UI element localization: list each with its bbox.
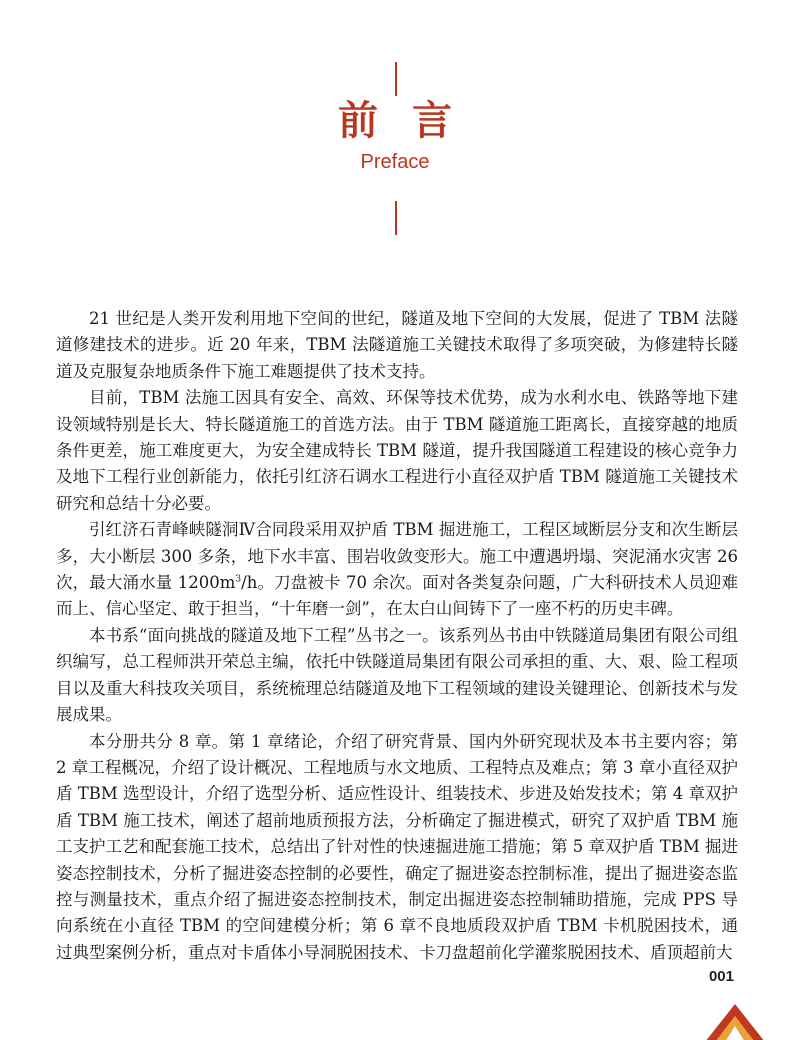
page-title: 前言 (338, 98, 486, 144)
page-subtitle: Preface (360, 151, 430, 173)
paragraph-3-part-2: /h。刀盘被卡 70 余次。面对各类复杂问题，广大科研技术人员迎难而上、信心坚定、敢于担当，“十年磨一剑”，在太白山间铸下了一座不朽的历史丰碑。 (56, 573, 738, 619)
paragraph-3-part-1: 引红济石青峰峡隧洞Ⅳ合同段采用双护盾 TBM 掘进施工，工程区域断层分支和次生断层多，大小断层 300 多条，地下水丰富、围岩收敛变形大。施工中遭遇坍塌、突泥涌水灾害 26 次，最大涌水量 1200m (56, 520, 738, 593)
paragraph-3 (56, 517, 738, 623)
title-rule-top (395, 62, 397, 96)
corner-triangle-icon (705, 1002, 765, 1040)
paragraph-1: 21 世纪是人类开发利用地下空间的世纪，隧道及地下空间的大发展，促进了 TBM 法隧道修建技术的进步。近 20 年来，TBM 法隧道施工关键技术取得了多项突破，为修建特长隧道及克服复杂地质条件下施工难题提供了技术支持。 (56, 309, 738, 381)
title-rule-bottom (395, 201, 397, 235)
page-number: 001 (708, 968, 734, 985)
paragraph-5: 本分册共分 8 章。第 1 章绪论，介绍了研究背景、国内外研究现状及本书主要内容；第 2 章工程概况，介绍了设计概况、工程地质与水文地质、工程特点及难点；第 3 章小直径双护盾 TBM 选型设计，介绍了选型分析、适应性设计、组装技术、步进及始发技术；第 4 章双护盾 TBM 施工技术，阐述了超前地质预报方法，分析确定了掘进模式，研究了双护盾 TBM 施工支护工艺和配套施工技术，总结出了针对性的快速掘进施工措施；第 5 章双护盾 TBM 掘进姿态控制技术，分析了掘进姿态控制的必要性，确定了掘进姿态控制标准，提出了掘进姿态监控与测量技术，重点介绍了掘进姿态控制技术，制定出掘进姿态控制辅助措施，完成 PPS 导向系统在小直径 TBM 的空间建模分析；第 6 章不良地质段双护盾 TBM 卡机脱困技术，通过典型案例分析，重点对卡盾体小导洞脱困技术、卡刀盘超前化学灌浆脱困技术、盾顶超前大 (56, 731, 739, 962)
body-text (56, 306, 738, 966)
superscript-3: 3 (235, 574, 242, 585)
paragraph-4: 本书系“面向挑战的隧道及地下工程”丛书之一。该系列丛书由中铁隧道局集团有限公司组织编写，总工程师洪开荣总主编，依托中铁隧道局集团有限公司承担的重、大、艰、险工程项目以及重大科技攻关项目，系统梳理总结隧道及地下工程领域的建设关键理论、创新技术与发展成果。 (56, 625, 738, 725)
paragraph-2: 目前，TBM 法施工因具有安全、高效、环保等技术优势，成为水利水电、铁路等地下建设领域特别是长大、特长隧道施工的首选方法。由于 TBM 隧道施工距离长，直接穿越的地质条件更差，施工难度更大，为安全建成特长 TBM 隧道，提升我国隧道工程建设的核心竞争力及地下工程行业创新能力，依托引红济石调水工程进行小直径双护盾 TBM 隧道施工关键技术研究和总结十分必要。 (56, 388, 738, 513)
